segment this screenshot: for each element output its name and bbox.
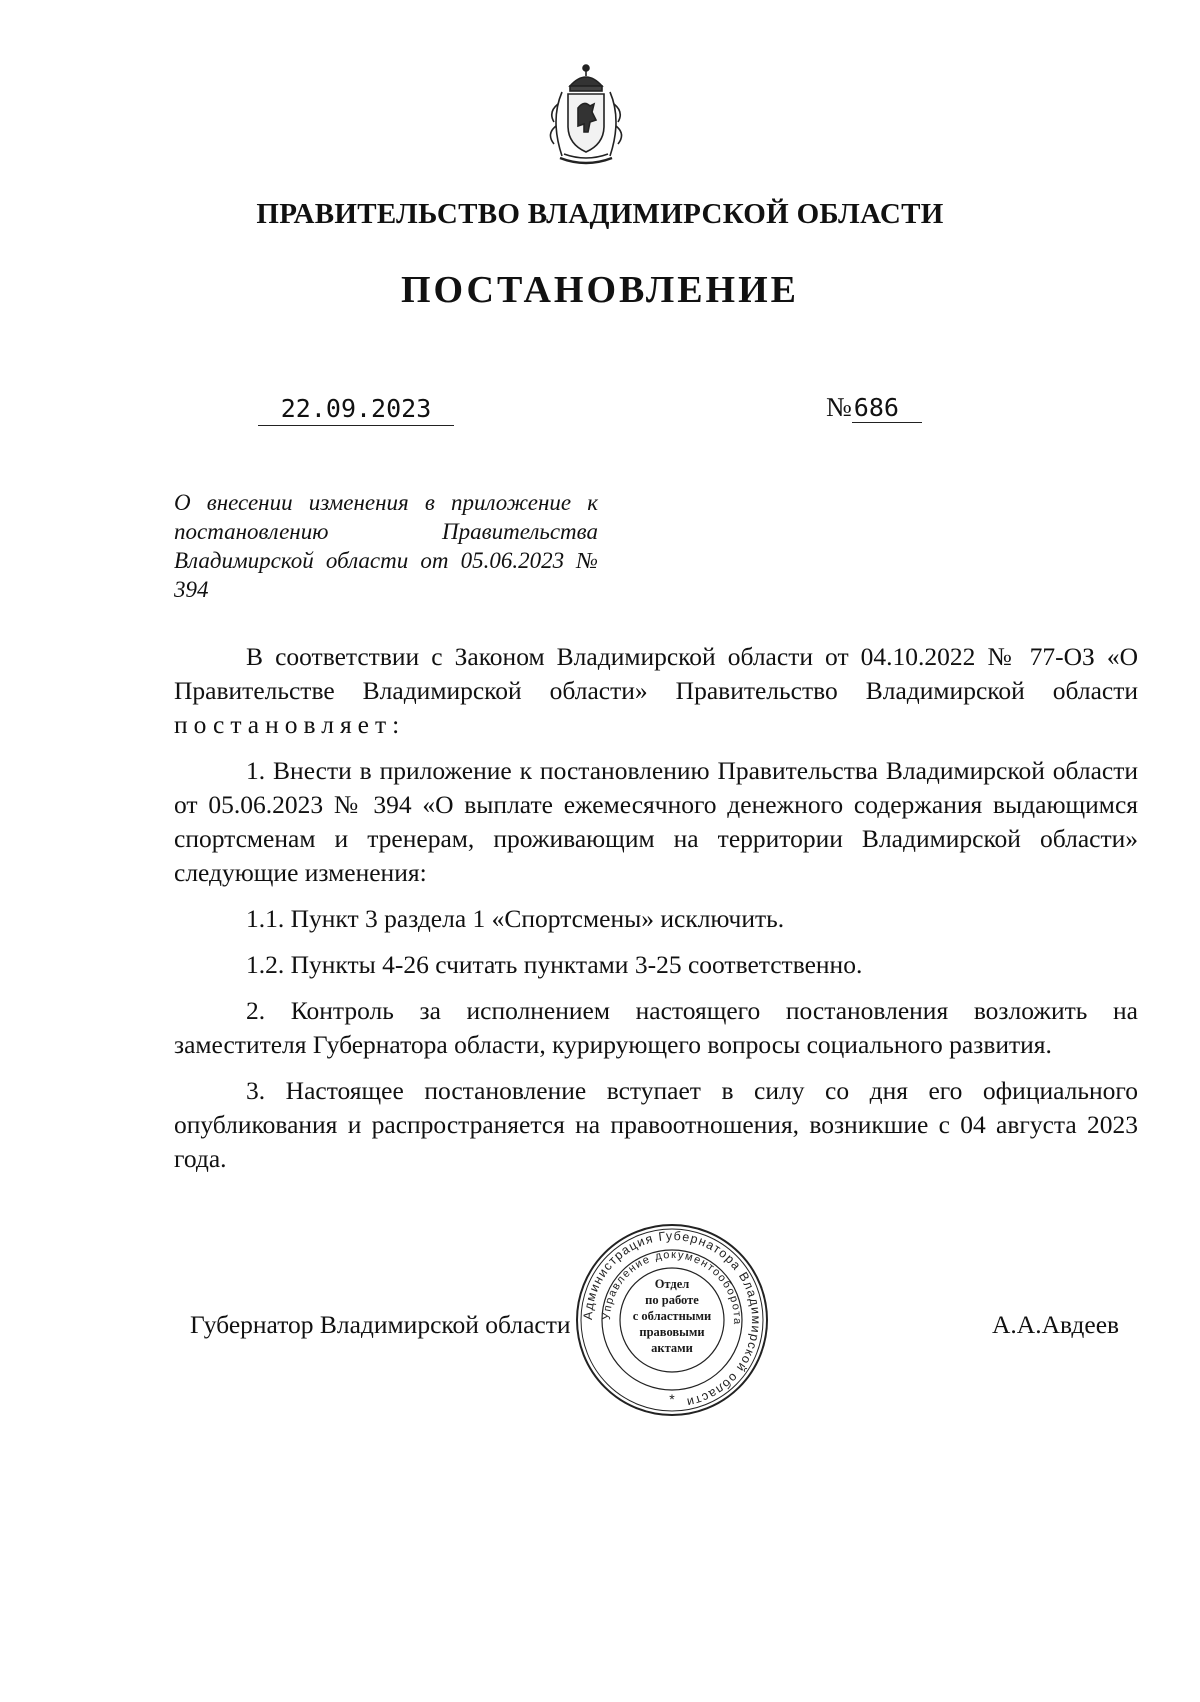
number-value: 686 <box>852 393 922 423</box>
item-1-1: 1.1. Пункт 3 раздела 1 «Спортсмены» исключить. <box>246 904 785 933</box>
item-2: 2. Контроль за исполнением настоящего постановления возложить на заместителя Губернатора области, курирующего вопросы социального развития. <box>174 996 1138 1059</box>
signatory-name: А.А.Авдеев <box>992 1310 1120 1339</box>
document-date: 22.09.2023 <box>258 394 454 426</box>
coat-of-arms-icon <box>540 60 632 170</box>
seal-inner-line: по работе <box>645 1293 699 1307</box>
document-body <box>174 640 1138 1188</box>
number-sign: № <box>826 392 852 422</box>
preamble-paragraph <box>174 640 1138 742</box>
document-type-title: ПОСТАНОВЛЕНИЕ <box>400 269 800 311</box>
preamble-text: В соответствии с Законом Владимирской области от 04.10.2022 № 77-ОЗ «О Правительстве Владимирской области» Правительство Владимирской области <box>174 642 1138 705</box>
government-title: ПРАВИТЕЛЬСТВО ВЛАДИМИРСКОЙ ОБЛАСТИ <box>256 198 944 230</box>
seal-inner-line: Отдел <box>654 1277 690 1291</box>
seal-middle-text: Управление документооборота <box>600 1248 744 1326</box>
seal-outer-text: Администрация Губернатора Владимирской области <box>580 1228 764 1410</box>
seal-center-text <box>624 1276 720 1356</box>
seal-star: * <box>669 1391 675 1407</box>
seal-inner-line: с областными <box>632 1309 712 1323</box>
document-number <box>826 392 922 423</box>
item-1-2: 1.2. Пункты 4-26 считать пунктами 3-25 соответственно. <box>246 950 863 979</box>
seal-inner-line: актами <box>651 1341 693 1355</box>
seal-inner-line: правовыми <box>639 1325 705 1339</box>
document-subject: О внесении изменения в приложение к постановлению Правительства Владимирской области от 05.06.2023 № 394 <box>174 490 598 602</box>
signatory-title: Губернатор Владимирской области <box>190 1310 571 1339</box>
item-1: 1. Внести в приложение к постановлению Правительства Владимирской области от 05.06.2023 № 394 «О выплате ежемесячного денежного содержания выдающимся спортсменам и тренерам, проживающим на территории Владимирской области» следующие изменения: <box>174 756 1138 887</box>
decree-word: постановляет: <box>174 710 406 739</box>
item-3: 3. Настоящее постановление вступает в силу со дня его официального опубликования и распространяется на правоотношения, возникшие с 04 августа 2023 года. <box>174 1076 1138 1173</box>
